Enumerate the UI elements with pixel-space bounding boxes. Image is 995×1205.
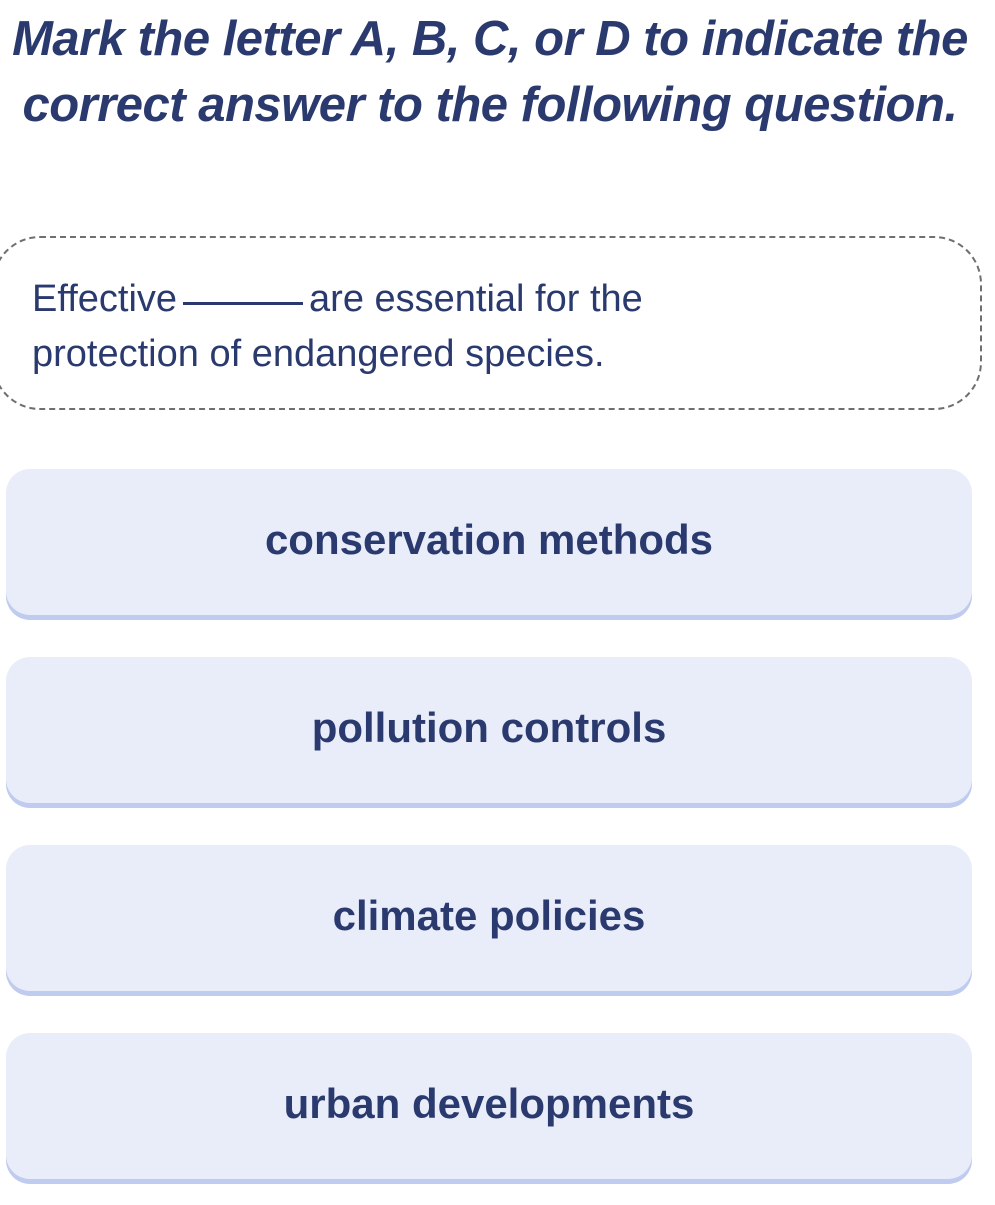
option-a-button[interactable]: [6, 469, 972, 615]
instruction-heading: Mark the letter A, B, C, or D to indicate the correct answer to the following question.: [12, 12, 968, 132]
option-d-button[interactable]: [6, 1033, 972, 1179]
option-a-label: conservation methods: [264, 516, 714, 563]
option-c-button[interactable]: [6, 845, 972, 991]
question-text-after-blank: are essential for the protection of endangered species.: [32, 278, 643, 375]
option-d-label: urban developments: [283, 1080, 695, 1127]
answer-blank: [183, 302, 303, 305]
option-b-label: pollution controls: [311, 704, 667, 751]
option-c-label: climate policies: [332, 892, 646, 939]
question-text-before-blank: Effective: [32, 278, 178, 320]
question-text: [32, 272, 792, 382]
option-b-button[interactable]: [6, 657, 972, 803]
